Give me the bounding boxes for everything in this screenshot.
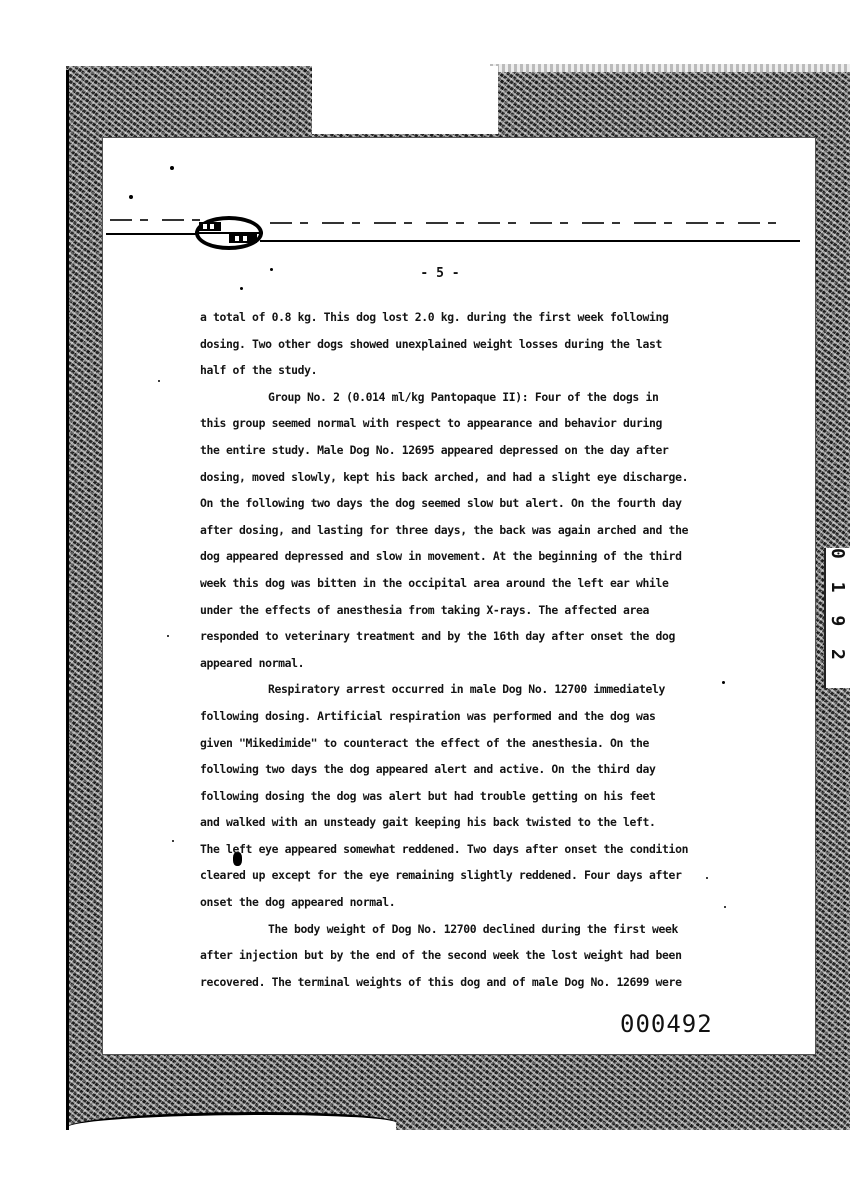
body-line: this group seemed normal with respect to appearance and behavior during: [200, 416, 663, 431]
body-line: a total of 0.8 kg. This dog lost 2.0 kg. during the first week following: [200, 310, 669, 324]
body-line: dosing. Two other dogs showed unexplained weight losses during the last: [200, 336, 663, 351]
body-line: week this dog was bitten in the occipital area around the left ear while: [200, 575, 669, 590]
body-line: following dosing the dog was alert but had trouble getting on his feet: [200, 788, 656, 803]
body-text: [200, 304, 745, 995]
body-line: Group No. 2 (0.014 ml/kg Pantopaque II): Four of the dogs in: [268, 389, 659, 404]
page-number: - 5 -: [420, 266, 460, 281]
body-line: under the effects of anesthesia from taking X-rays. The affected area: [200, 602, 650, 617]
speck: [270, 268, 273, 271]
body-line: cleared up except for the eye remaining slightly reddened. Four days after: [200, 868, 682, 883]
body-line: The left eye appeared somewhat reddened. Two days after onset the condition: [200, 841, 689, 856]
body-line: after dosing, and lasting for three days, the back was again arched and the: [200, 522, 689, 537]
scan-top-notch: [312, 66, 498, 134]
body-line: dog appeared depressed and slow in movement. At the beginning of the third: [200, 549, 682, 564]
speck: [170, 166, 174, 170]
body-line: after injection but by the end of the second week the lost weight had been: [200, 948, 682, 963]
speck: [167, 635, 169, 637]
scan-bottom-margin: [66, 1130, 850, 1202]
body-line: half of the study.: [200, 363, 318, 378]
side-edge-code: [824, 548, 850, 688]
body-line: The body weight of Dog No. 12700 declined during the first week: [268, 921, 678, 936]
body-line: following dosing. Artificial respiration was performed and the dog was: [200, 708, 656, 723]
body-line: dosing, moved slowly, kept his back arched, and had a slight eye discharge.: [200, 469, 689, 484]
header-rule-left: [106, 233, 196, 235]
body-line: onset the dog appeared normal.: [200, 895, 396, 910]
body-line: recovered. The terminal weights of this dog and of male Dog No. 12699 were: [200, 974, 682, 989]
body-line: Respiratory arrest occurred in male Dog No. 12700 immediately: [268, 682, 665, 697]
header-rule-dashed: [110, 219, 200, 221]
body-line: the entire study. Male Dog No. 12695 appeared depressed on the day after: [200, 442, 669, 457]
body-line: On the following two days the dog seemed slow but alert. On the fourth day: [200, 496, 682, 511]
side-edge-code-text: 0 1 9 2: [827, 548, 848, 666]
scan-left-edge: [66, 70, 69, 1130]
bates-stamp-number: 000492: [620, 1010, 713, 1038]
speck: [158, 380, 160, 382]
speck: [240, 287, 243, 290]
scan-top-edge: [490, 64, 850, 72]
speck: [129, 195, 133, 199]
header-rule-dashed: [270, 222, 790, 224]
header-rule-main: [260, 240, 800, 242]
body-line: following two days the dog appeared alert and active. On the third day: [200, 762, 656, 777]
body-line: and walked with an unsteady gait keeping his back twisted to the left.: [200, 815, 656, 830]
body-line: given "Mikedimide" to counteract the effect of the anesthesia. On the: [200, 735, 650, 750]
company-logo-icon: [193, 214, 265, 252]
body-line: appeared normal.: [200, 655, 305, 670]
body-line: responded to veterinary treatment and by the 16th day after onset the dog: [200, 629, 676, 644]
speck: [172, 840, 174, 842]
